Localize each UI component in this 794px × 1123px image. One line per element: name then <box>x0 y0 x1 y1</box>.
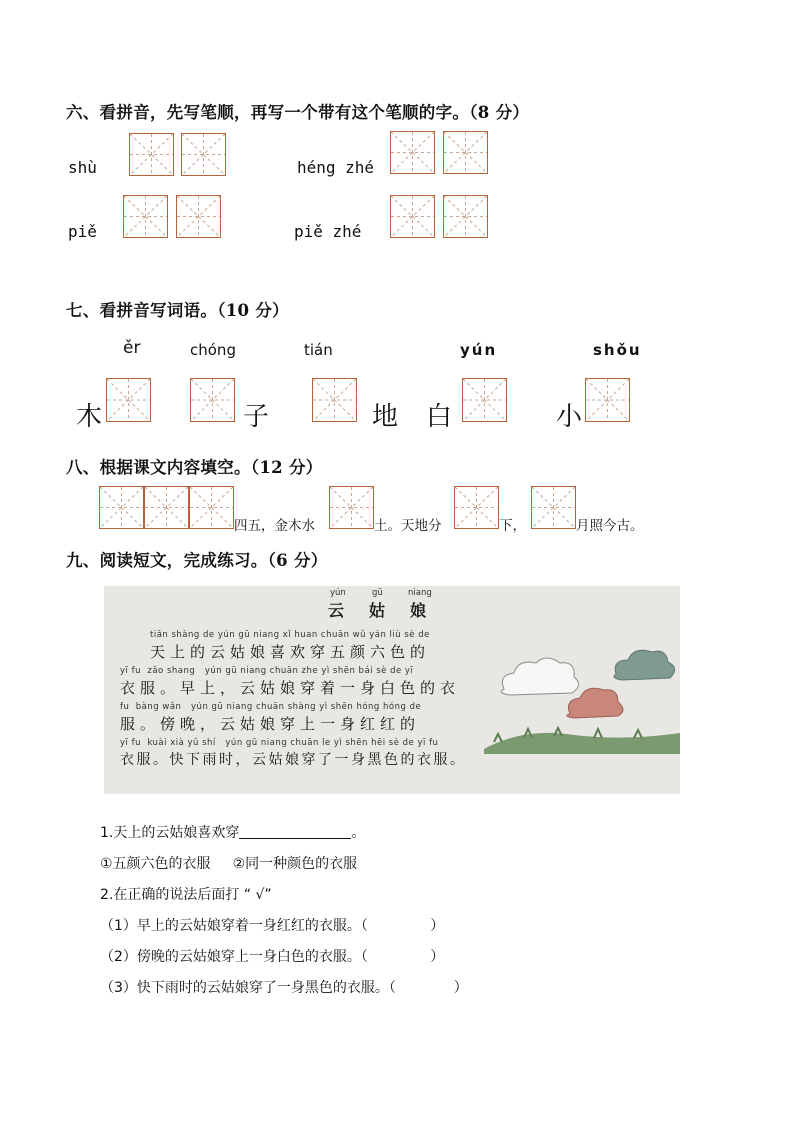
passage-line-3: 服。傍晚，云姑娘穿上一身红红的 <box>120 715 421 733</box>
title-char-1: 云 <box>328 601 345 620</box>
writing-box[interactable] <box>390 195 435 238</box>
grid-guide-lines <box>130 134 173 175</box>
title-pinyin-3: niang <box>408 588 432 598</box>
pinyin-chong: chóng <box>190 341 236 359</box>
pinyin-pie-zhe: piě zhé <box>294 222 362 241</box>
q1-options <box>100 853 379 873</box>
q2-item-1[interactable]: （1）早上的云姑娘穿着一身红红的衣服。（ ） <box>100 918 445 934</box>
passage-line-2: 衣服。早上，云姑娘穿着一身白色的衣 <box>120 679 461 697</box>
grid-guide-lines <box>330 487 373 528</box>
writing-box[interactable] <box>531 486 576 529</box>
char-mu: 木 <box>76 402 103 432</box>
q2-item-3[interactable]: （3）快下雨时的云姑娘穿了一身黑色的衣服。（ ） <box>100 980 468 996</box>
char-xiao: 小 <box>556 402 583 432</box>
section8-title: 八、根据课文内容填空。（12 分） <box>66 458 323 477</box>
pinyin-yun: yún <box>460 341 498 359</box>
q1-answer-blank[interactable] <box>239 824 351 839</box>
section6-title: 六、看拼音，先写笔顺，再写一个带有这个笔顺的字。（8 分） <box>66 103 530 122</box>
grid-guide-lines <box>455 487 498 528</box>
passage-pinyin-1: tiān shàng de yún gū niang xǐ huan chuān wǔ yán liù sè de <box>150 630 430 640</box>
passage-line-1: 天上的云姑娘喜欢穿五颜六色的 <box>150 643 431 661</box>
grid-guide-lines <box>145 487 188 528</box>
char-zi: 子 <box>243 402 270 432</box>
q1-prompt: 1.天上的云姑娘喜欢穿 <box>100 825 240 841</box>
passage-pinyin-2: yī fu zǎo shang yún gū niang chuān zhe yì shēn bái sè de yī <box>120 666 414 676</box>
grid-guide-lines <box>463 379 506 421</box>
writing-box[interactable] <box>123 195 168 238</box>
passage-pinyin-3: fu bàng wǎn yún gū niang chuān shàng yì shēn hóng hóng de <box>120 702 422 712</box>
writing-box[interactable] <box>329 486 374 529</box>
section9-title: 九、阅读短文，完成练习。（6 分） <box>66 551 328 570</box>
q1-option-a[interactable]: ①五颜六色的衣服 <box>100 856 211 872</box>
section7-title: 七、看拼音写词语。（10 分） <box>66 301 289 320</box>
grid-guide-lines <box>100 487 143 528</box>
writing-box[interactable] <box>189 486 234 529</box>
title-char-2: 姑 <box>369 601 386 620</box>
writing-box[interactable] <box>106 378 151 422</box>
pinyin-pie: piě <box>68 222 97 241</box>
grid-guide-lines <box>391 132 434 173</box>
grid-guide-lines <box>190 487 233 528</box>
writing-box[interactable] <box>181 133 226 176</box>
pinyin-shou: shǒu <box>593 341 642 359</box>
writing-box[interactable] <box>312 378 357 422</box>
grid-guide-lines <box>586 379 629 421</box>
grid-guide-lines <box>313 379 356 421</box>
pinyin-heng-zhe: héng zhé <box>297 158 375 177</box>
grid-guide-lines <box>182 134 225 175</box>
pinyin-er: ěr <box>123 338 141 358</box>
fill-text-2: 土。天地分 <box>374 518 442 534</box>
pinyin-tian: tián <box>304 341 333 359</box>
question-1 <box>100 822 365 842</box>
grid-guide-lines <box>124 196 167 237</box>
grid-guide-lines <box>107 379 150 421</box>
title-char-3: 娘 <box>410 601 427 620</box>
grid-guide-lines <box>444 132 487 173</box>
grid-guide-lines <box>444 196 487 237</box>
writing-box[interactable] <box>454 486 499 529</box>
writing-box[interactable] <box>585 378 630 422</box>
grid-guide-lines <box>177 196 220 237</box>
q2-item-2[interactable]: （2）傍晚的云姑娘穿上一身白色的衣服。（ ） <box>100 949 445 965</box>
fill-text-4: 月照今古。 <box>576 518 644 534</box>
q1-end: 。 <box>351 825 366 841</box>
char-di: 地 <box>372 402 399 432</box>
passage-pinyin-4: yī fu kuài xià yǔ shí yún gū niang chuān le yì shēn hēi sè de yī fu <box>120 738 439 748</box>
writing-box[interactable] <box>190 378 235 422</box>
grid-guide-lines <box>532 487 575 528</box>
title-pinyin-1: yún <box>330 588 346 598</box>
pinyin-shu: shù <box>68 158 97 177</box>
title-pinyin-2: gū <box>372 588 383 598</box>
writing-box[interactable] <box>99 486 144 529</box>
writing-box[interactable] <box>443 195 488 238</box>
question-2: 2.在正确的说法后面打 “ √” <box>100 887 272 903</box>
writing-box[interactable] <box>144 486 189 529</box>
writing-box[interactable] <box>176 195 221 238</box>
char-bai: 白 <box>426 402 453 432</box>
cloud-illustration <box>484 634 680 754</box>
writing-box[interactable] <box>390 131 435 174</box>
writing-box[interactable] <box>129 133 174 176</box>
writing-box[interactable] <box>462 378 507 422</box>
grid-guide-lines <box>391 196 434 237</box>
writing-box[interactable] <box>443 131 488 174</box>
reading-passage-photo <box>104 586 680 794</box>
q1-option-b[interactable]: ②同一种颜色的衣服 <box>232 856 358 872</box>
grid-guide-lines <box>191 379 234 421</box>
fill-text-3: 下， <box>499 518 526 534</box>
fill-text-1: 四五，金木水 <box>234 518 315 534</box>
passage-line-4: 衣服。快下雨时，云姑娘穿了一身黑色的衣服。 <box>120 752 467 768</box>
